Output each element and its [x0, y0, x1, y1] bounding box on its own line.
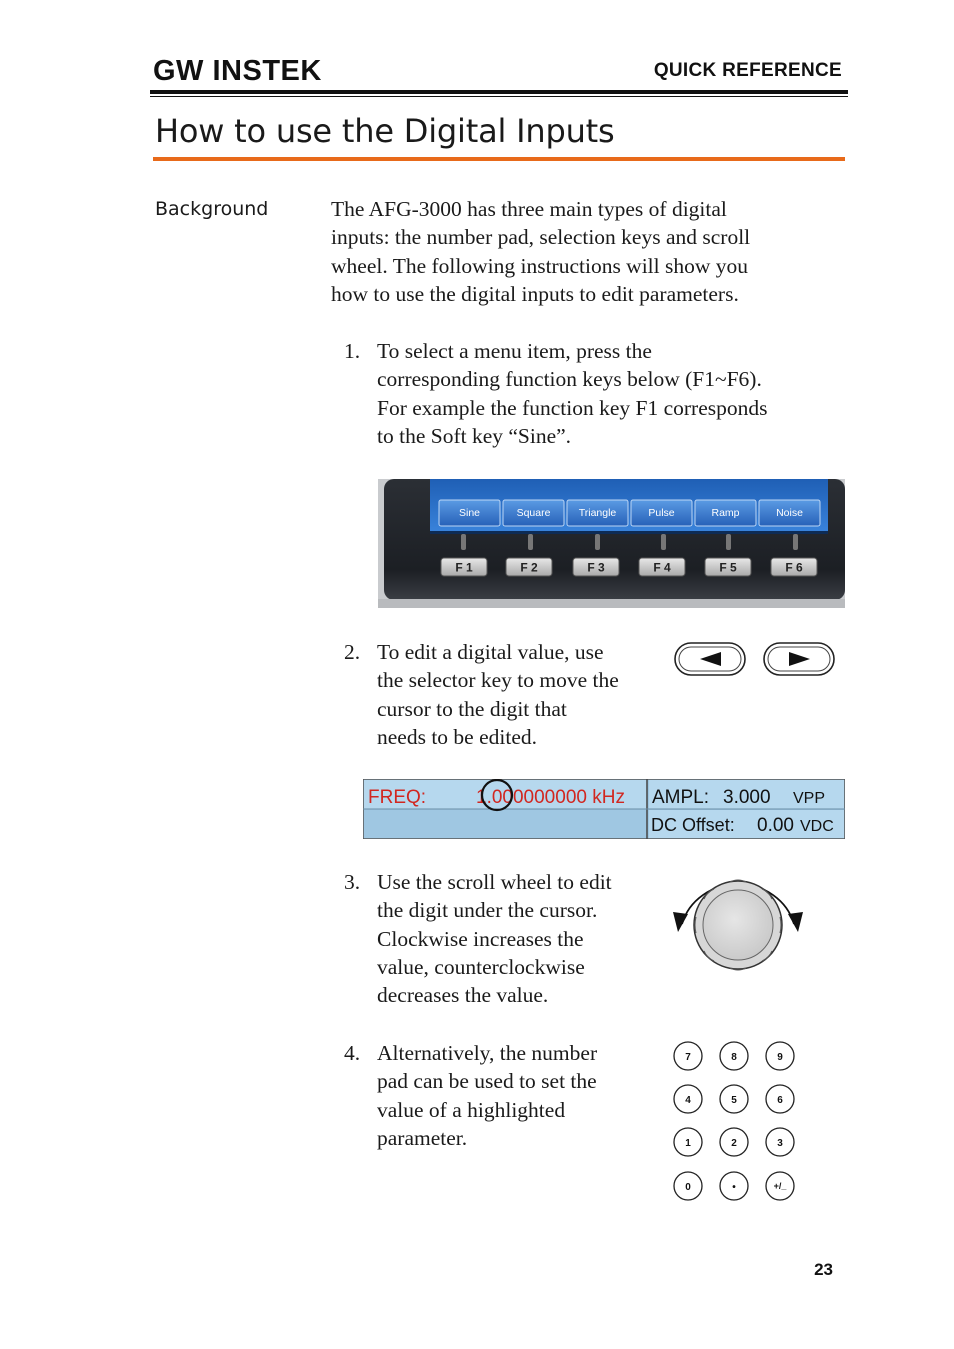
background-paragraph — [331, 195, 831, 308]
numpad-key-label: 1 — [685, 1138, 691, 1149]
fkey-label: F 2 — [520, 560, 538, 575]
numpad-key-2[interactable] — [720, 1128, 748, 1156]
numpad-key-9[interactable] — [766, 1042, 794, 1070]
softkey-label: Noise — [776, 507, 803, 519]
step-line: value of a highlighted — [377, 1097, 566, 1122]
numpad-key-label: 5 — [731, 1095, 737, 1106]
freq-value: 1.000000000 kHz — [476, 787, 625, 808]
step-line: the selector key to move the — [377, 668, 619, 693]
numpad-key-0[interactable] — [674, 1172, 702, 1200]
ampl-label: AMPL: — [652, 787, 710, 808]
softkey-sine — [439, 500, 500, 526]
numpad-key-label: 6 — [777, 1095, 783, 1106]
fkey-f4[interactable] — [639, 558, 685, 576]
step-line: For example the function key F1 corresponds — [377, 395, 768, 420]
scroll-wheel[interactable] — [668, 862, 808, 982]
paragraph-line: how to use the digital inputs to edit parameters. — [331, 281, 739, 306]
step-4 — [344, 1039, 664, 1159]
step-number: 4. — [344, 1041, 361, 1065]
step-line: To edit a digital value, use — [377, 640, 604, 664]
step-line: needs to be edited. — [377, 724, 538, 749]
offset-unit: VDC — [800, 818, 834, 835]
step-line: decreases the value. — [377, 983, 549, 1008]
step-line: Use the scroll wheel to edit — [377, 870, 612, 894]
softkey-pulse — [631, 500, 692, 526]
softkey-noise — [759, 500, 820, 526]
fkey-f3[interactable] — [573, 558, 619, 576]
numpad-key-4[interactable] — [674, 1085, 702, 1113]
paragraph-line: inputs: the number pad, selection keys and scroll — [331, 225, 751, 250]
step-line: Alternatively, the number — [377, 1041, 598, 1065]
number-pad — [670, 1036, 800, 1204]
numpad-key-1[interactable] — [674, 1128, 702, 1156]
step-line: To select a menu item, press the — [377, 339, 652, 363]
fkey-label: F 1 — [455, 560, 473, 575]
step-number: 2. — [344, 640, 361, 664]
header-section-label: QUICK REFERENCE — [653, 60, 842, 81]
fkey-label: F 3 — [587, 560, 605, 575]
softkey-label: Ramp — [711, 507, 740, 519]
ampl-unit: VPP — [793, 790, 826, 807]
step-number: 1. — [344, 339, 361, 363]
page-number: 23 — [814, 1260, 833, 1279]
clockwise-arrow-icon — [788, 912, 803, 932]
numpad-key-label: 4 — [685, 1095, 691, 1106]
fkey-f6[interactable] — [771, 558, 817, 576]
background-label: Background — [155, 198, 269, 220]
header-rule — [150, 90, 848, 94]
right-arrow-key[interactable] — [764, 643, 834, 675]
numpad-key-5[interactable] — [720, 1085, 748, 1113]
header-rule-thin — [150, 96, 848, 97]
numpad-key-7[interactable] — [674, 1042, 702, 1070]
step-line: pad can be used to set the — [377, 1069, 597, 1094]
step-line: Clockwise increases the — [377, 926, 584, 951]
step-line: parameter. — [377, 1125, 468, 1150]
title-underline — [153, 157, 845, 161]
step-line: to the Soft key “Sine”. — [377, 423, 572, 448]
parameter-display — [363, 779, 845, 839]
numpad-key-label: 9 — [777, 1052, 783, 1063]
ampl-value: 3.000 — [723, 787, 771, 808]
softkey-label: Pulse — [648, 507, 675, 519]
softkey-label: Square — [516, 507, 551, 519]
offset-label: DC Offset: — [651, 815, 735, 835]
fkey-label: F 4 — [653, 560, 671, 575]
paragraph-line: wheel. The following instructions will show you — [331, 253, 749, 278]
paragraph-line: The AFG-3000 has three main types of digital — [331, 197, 727, 221]
numpad-key-label: 7 — [685, 1052, 691, 1063]
step-line: the digit under the cursor. — [377, 898, 598, 923]
step-3 — [344, 868, 664, 1018]
fkey-f2[interactable] — [506, 558, 552, 576]
softkey-triangle — [567, 500, 628, 526]
step-line: corresponding function keys below (F1~F6). — [377, 367, 762, 392]
numpad-key-8[interactable] — [720, 1042, 748, 1070]
step-number: 3. — [344, 870, 361, 894]
freq-label: FREQ: — [368, 787, 427, 808]
fkey-f1[interactable] — [441, 558, 487, 576]
selector-keys — [673, 641, 838, 677]
numpad-key-3[interactable] — [766, 1128, 794, 1156]
counterclockwise-arrow-icon — [673, 912, 688, 932]
numpad-key-label: • — [732, 1182, 736, 1193]
numpad-key-label: 3 — [777, 1138, 783, 1149]
step-1 — [344, 337, 844, 457]
page-title: How to use the Digital Inputs — [155, 112, 615, 150]
softkey-label: Sine — [458, 507, 481, 519]
numpad-key-label: +/_ — [773, 1181, 787, 1191]
softkey-label: Triangle — [578, 507, 617, 519]
left-arrow-key[interactable] — [675, 643, 745, 675]
fkey-f5[interactable] — [705, 558, 751, 576]
numpad-key-label: 8 — [731, 1052, 737, 1063]
step-line: value, counterclockwise — [377, 954, 585, 979]
step-2 — [344, 638, 664, 758]
numpad-key-label: 0 — [685, 1182, 691, 1193]
numpad-key-label: 2 — [731, 1138, 737, 1149]
numpad-key-decimal[interactable] — [720, 1172, 748, 1200]
gw-instek-logo — [153, 55, 325, 83]
fkey-label: F 5 — [719, 560, 737, 575]
numpad-key-plus-minus[interactable] — [766, 1172, 794, 1200]
fkey-label: F 6 — [785, 560, 803, 575]
offset-value: 0.00 — [757, 815, 794, 836]
softkey-square — [503, 500, 564, 526]
numpad-key-6[interactable] — [766, 1085, 794, 1113]
logo-text: GW INSTEK — [153, 55, 322, 83]
function-key-panel — [378, 479, 845, 608]
softkey-ramp — [695, 500, 756, 526]
step-line: cursor to the digit that — [377, 696, 567, 721]
